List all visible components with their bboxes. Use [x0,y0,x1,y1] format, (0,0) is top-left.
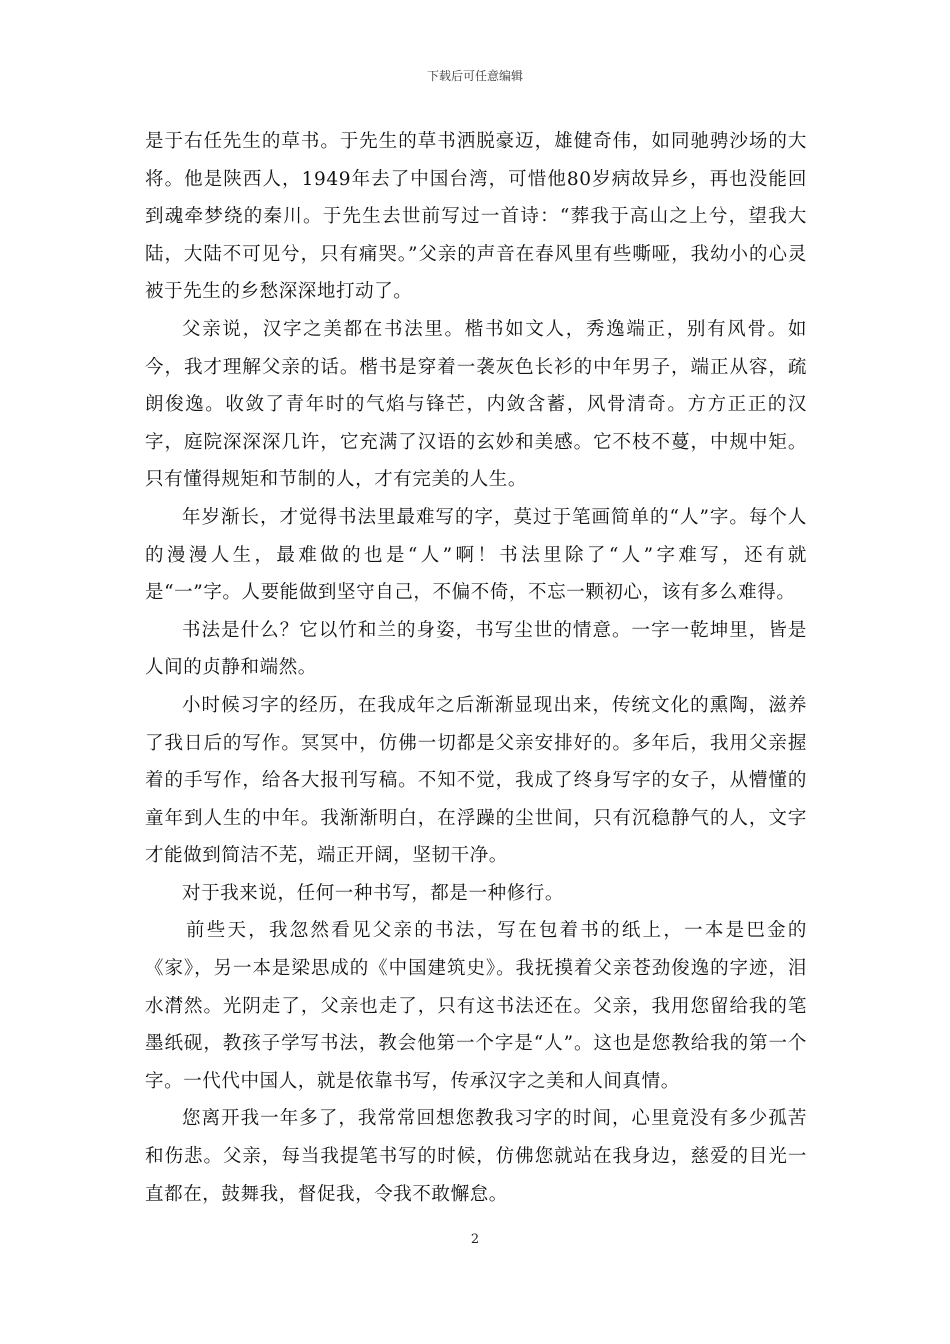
document-body [145,123,807,1213]
paragraph-xizi-jingli: 小时候习字的经历，在我成年之后渐渐显现出来，传统文化的熏陶，滋养了我日后的写作。冥冥中，仿佛一切都是父亲安排好的。多年后，我用父亲握着的手写作，给各大报刊写稿。不知不觉，我成了终身写字的女子，从懵懂的童年到人生的中年。我渐渐明白，在浮躁的尘世间，只有沉稳静气的人，文字才能做到简洁不芜，端正开阔，坚韧干净。 [145,694,807,867]
page-number: 2 [470,1232,480,1247]
paragraph-kaishu: 父亲说，汉字之美都在书法里。楷书如文人，秀逸端正，别有风骨。如今，我才理解父亲的话。楷书是穿着一袭灰色长衫的中年男子，端正从容，疏朗俊逸。收敛了青年时的气焰与锋芒，内敛含蓄，风骨清奇。方方正正的汉字，庭院深深深几许，它充满了汉语的玄妙和美感。它不枝不蔓，中规中矩。只有懂得规矩和节制的人，才有完美的人生。 [145,318,807,491]
page-header: 下载后可任意编辑 [426,69,523,83]
paragraph-xiuxing: 对于我来说，任何一种书写，都是一种修行。 [182,882,565,904]
paragraph-ren-zi: 年岁渐长，才觉得书法里最难写的字，莫过于笔画简单的“人”字。每个人的漫漫人生，最难做的也是“人”啊！书法里除了“人”字难写，还有就是“一”字。人要能做到坚守自己，不偏不倚，不忘一颗初心，该有多么难得。 [145,506,807,604]
paragraph-qianxie-tian: 前些天，我忽然看见父亲的书法，写在包着书的纸上，一本是巴金的《家》，另一本是梁思成的《中国建筑史》。我抚摸着父亲苍劲俊逸的字迹，泪水潸然。光阴走了，父亲也走了，只有这书法还在。父亲，我用您留给我的笔墨纸砚，教孩子学写书法，教会他第一个字是“人”。这也是您教给我的第一个字。一代代中国人，就是依靠书写，传承汉字之美和人间真情。 [145,920,807,1092]
paragraph-yu-youren: 是于右任先生的草书。于先生的草书洒脱豪迈，雄健奇伟，如同驰骋沙场的大将。他是陕西人，1949年去了中国台湾，可惜他80岁病故异乡，再也没能回到魂牵梦绕的秦川。于先生去世前写过一首诗：“葬我于高山之上兮，望我大陆，大陆不可见兮，只有痛哭。”父亲的声音在春风里有些嘶哑，我幼小的心灵被于先生的乡愁深深地打动了。 [145,131,807,303]
paragraph-shufa-shi-shenme: 书法是什么？它以竹和兰的身姿，书写尘世的情意。一字一乾坤里，皆是人间的贞静和端然。 [145,619,807,679]
paragraph-likai-yinian: 您离开我一年多了，我常常回想您教我习字的时间，心里竟没有多少孤苦和伤悲。父亲，每当我提笔书写的时候，仿佛您就站在我身边，慈爱的目光一直都在，鼓舞我，督促我，令我不敢懈怠。 [145,1108,807,1205]
